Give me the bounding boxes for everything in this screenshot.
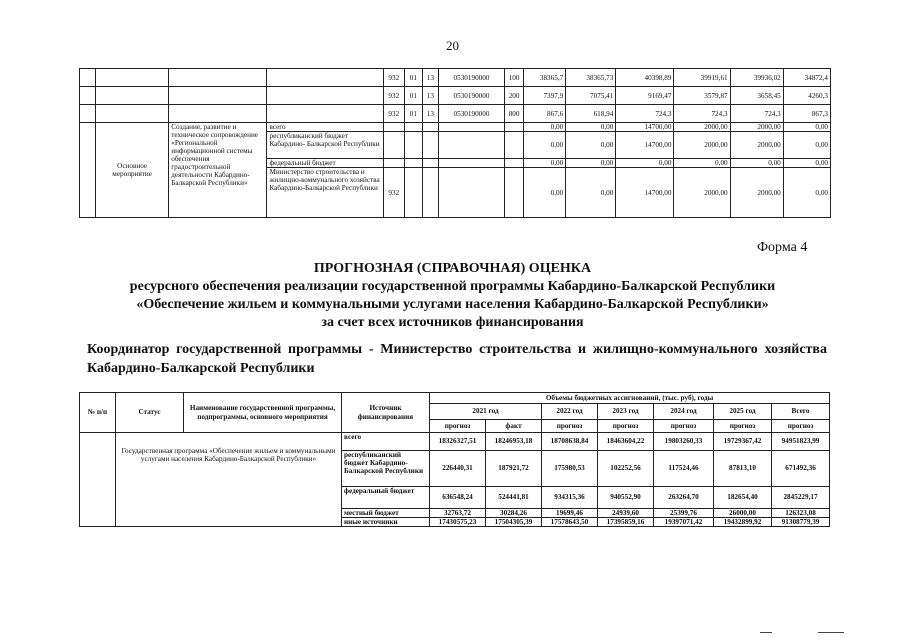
kind-header: прогноз bbox=[772, 420, 830, 433]
table-cell bbox=[80, 433, 116, 527]
value-cell: 187921,72 bbox=[486, 451, 542, 487]
code-cell: 0530190000 bbox=[438, 105, 504, 123]
status-cell: Основное мероприятие bbox=[96, 123, 169, 218]
kind-header: прогноз bbox=[598, 420, 654, 433]
value-cell: 0,00 bbox=[730, 159, 783, 168]
heading-line4: за счет всех источников финансирования bbox=[321, 315, 584, 330]
value-cell: 32763,72 bbox=[430, 509, 486, 518]
code-cell: 01 bbox=[404, 105, 422, 123]
source-cell: федеральный бюджет bbox=[267, 159, 383, 168]
table-cell bbox=[267, 69, 383, 87]
source-cell: федеральный бюджет bbox=[342, 487, 430, 509]
value-cell: 0,00 bbox=[783, 123, 830, 132]
value-cell: 0,00 bbox=[566, 132, 616, 159]
value-cell: 14700,00 bbox=[616, 132, 674, 159]
code-cell: 0530190000 bbox=[438, 69, 504, 87]
value-cell: 17578643,50 bbox=[542, 518, 598, 527]
heading-line2: ресурсного обеспечения реализации государственной программы Кабардино-Балкарской Республики bbox=[129, 279, 776, 294]
code-cell: 932 bbox=[383, 168, 404, 218]
value-cell: 175980,53 bbox=[542, 451, 598, 487]
value-cell: 940552,90 bbox=[598, 487, 654, 509]
value-cell: 91308779,39 bbox=[772, 518, 830, 527]
kind-header: факт bbox=[486, 420, 542, 433]
page-number: 20 bbox=[446, 38, 459, 53]
code-cell bbox=[404, 168, 422, 218]
value-cell: 19729367,42 bbox=[714, 433, 772, 451]
year-header: 2021 год bbox=[430, 404, 542, 420]
table-cell bbox=[267, 87, 383, 105]
value-cell: 2000,00 bbox=[674, 168, 730, 218]
code-cell: 932 bbox=[383, 87, 404, 105]
code-cell: 13 bbox=[422, 87, 438, 105]
code-cell bbox=[438, 168, 504, 218]
year-header: 2022 год bbox=[542, 404, 598, 420]
value-cell: 2000,00 bbox=[674, 123, 730, 132]
source-cell: Министерство строительства и жилищно-коммунального хозяйства Кабардино-Балкарской Республики bbox=[267, 168, 383, 218]
table-cell bbox=[96, 105, 169, 123]
code-cell: 932 bbox=[383, 105, 404, 123]
table-row bbox=[80, 69, 831, 87]
value-cell: 2000,00 bbox=[730, 132, 783, 159]
source-cell: всего bbox=[342, 433, 430, 451]
code-cell bbox=[438, 123, 504, 132]
value-cell: 2000,00 bbox=[674, 132, 730, 159]
value-cell: 18708638,84 bbox=[542, 433, 598, 451]
code-cell bbox=[404, 123, 422, 132]
header-status: Статус bbox=[116, 393, 184, 433]
table-cell bbox=[80, 87, 96, 105]
value-cell: 724,3 bbox=[730, 105, 783, 123]
value-cell: 2000,00 bbox=[730, 168, 783, 218]
header-volumes: Объемы бюджетных ассигнований, (тыс. руб), годы bbox=[430, 393, 830, 404]
value-cell: 867,3 bbox=[783, 105, 830, 123]
value-cell: 636548,24 bbox=[430, 487, 486, 509]
code-cell bbox=[422, 159, 438, 168]
value-cell: 17504305,39 bbox=[486, 518, 542, 527]
source-cell: республиканский бюджет Кабардино-Балкарской Республики bbox=[342, 451, 430, 487]
code-cell bbox=[505, 159, 524, 168]
year-header: 2023 год bbox=[598, 404, 654, 420]
header-name: Наименование государственной программы, подпрограммы, основного мероприятия bbox=[184, 393, 342, 433]
value-cell: 14700,00 bbox=[616, 123, 674, 132]
footer-mark bbox=[818, 632, 844, 633]
value-cell: 34872,4 bbox=[783, 69, 830, 87]
value-cell: 19397071,42 bbox=[654, 518, 714, 527]
table-row bbox=[80, 433, 830, 451]
value-cell: 30284,26 bbox=[486, 509, 542, 518]
value-cell: 182654,40 bbox=[714, 487, 772, 509]
coordinator-text: Координатор государственной программы - Министерство строительства и жилищно-коммунального хозяйства Кабардино-Балкарской Республики bbox=[87, 342, 827, 376]
heading-line3: «Обеспечение жильем и коммунальными услугами населения Кабардино-Балкарской Республики» bbox=[136, 297, 769, 312]
value-cell: 2000,00 bbox=[730, 123, 783, 132]
code-cell: 100 bbox=[505, 69, 524, 87]
code-cell: 800 bbox=[505, 105, 524, 123]
value-cell: 724,3 bbox=[616, 105, 674, 123]
value-cell: 3658,45 bbox=[730, 87, 783, 105]
value-cell: 17395859,16 bbox=[598, 518, 654, 527]
value-cell: 9169,47 bbox=[616, 87, 674, 105]
value-cell: 0,00 bbox=[566, 123, 616, 132]
source-cell: республиканский бюджет Кабардино- Балкарской Республики bbox=[267, 132, 383, 159]
code-cell bbox=[505, 168, 524, 218]
value-cell: 18246953,18 bbox=[486, 433, 542, 451]
value-cell: 39919,61 bbox=[674, 69, 730, 87]
value-cell: 39936,02 bbox=[730, 69, 783, 87]
value-cell: 0,00 bbox=[783, 132, 830, 159]
value-cell: 19699,46 bbox=[542, 509, 598, 518]
value-cell: 87813,10 bbox=[714, 451, 772, 487]
value-cell: 0,00 bbox=[524, 159, 566, 168]
value-cell: 0,00 bbox=[524, 168, 566, 218]
table-cell bbox=[80, 105, 96, 123]
value-cell: 18326327,51 bbox=[430, 433, 486, 451]
value-cell: 18463604,22 bbox=[598, 433, 654, 451]
value-cell: 14700,00 bbox=[616, 168, 674, 218]
value-cell: 934315,36 bbox=[542, 487, 598, 509]
value-cell: 724,3 bbox=[674, 105, 730, 123]
code-cell: 0530190000 bbox=[438, 87, 504, 105]
code-cell: 932 bbox=[383, 69, 404, 87]
value-cell: 26000,00 bbox=[714, 509, 772, 518]
value-cell: 0,00 bbox=[566, 159, 616, 168]
code-cell bbox=[505, 132, 524, 159]
value-cell: 38365,73 bbox=[566, 69, 616, 87]
code-cell bbox=[422, 123, 438, 132]
value-cell: 4260,3 bbox=[783, 87, 830, 105]
header-num: № п/п bbox=[80, 393, 116, 433]
upper-table bbox=[79, 68, 831, 218]
value-cell: 0,00 bbox=[616, 159, 674, 168]
value-cell: 117524,46 bbox=[654, 451, 714, 487]
value-cell: 126323,08 bbox=[772, 509, 830, 518]
code-cell bbox=[383, 132, 404, 159]
value-cell: 19803260,33 bbox=[654, 433, 714, 451]
value-cell: 38365,7 bbox=[524, 69, 566, 87]
value-cell: 226440,31 bbox=[430, 451, 486, 487]
code-cell bbox=[438, 132, 504, 159]
table-cell bbox=[96, 69, 169, 87]
table-cell bbox=[169, 69, 267, 87]
value-cell: 524441,81 bbox=[486, 487, 542, 509]
value-cell: 0,00 bbox=[783, 159, 830, 168]
kind-header: прогноз bbox=[542, 420, 598, 433]
source-cell: местный бюджет bbox=[342, 509, 430, 518]
source-cell: всего bbox=[267, 123, 383, 132]
year-header: 2024 год bbox=[654, 404, 714, 420]
value-cell: 40398,89 bbox=[616, 69, 674, 87]
table-cell bbox=[267, 105, 383, 123]
year-header: Всего bbox=[772, 404, 830, 420]
value-cell: 7397,9 bbox=[524, 87, 566, 105]
value-cell: 102252,56 bbox=[598, 451, 654, 487]
value-cell: 0,00 bbox=[524, 132, 566, 159]
source-cell: иные источники bbox=[342, 518, 430, 527]
code-cell: 01 bbox=[404, 69, 422, 87]
value-cell: 263264,70 bbox=[654, 487, 714, 509]
value-cell: 0,00 bbox=[674, 159, 730, 168]
kind-header: прогноз bbox=[714, 420, 772, 433]
code-cell: 13 bbox=[422, 105, 438, 123]
footer-mark bbox=[760, 632, 772, 633]
code-cell: 200 bbox=[505, 87, 524, 105]
table-row bbox=[80, 123, 831, 132]
table-cell bbox=[96, 87, 169, 105]
value-cell: 7075,41 bbox=[566, 87, 616, 105]
value-cell: 94951823,99 bbox=[772, 433, 830, 451]
table-row bbox=[80, 105, 831, 123]
program-name-cell: Государственная программа «Обеспечение жильем и коммунальными услугами населения Кабардино-Балкарской Республики» bbox=[116, 433, 342, 527]
code-cell: 13 bbox=[422, 69, 438, 87]
form4-table bbox=[79, 392, 830, 527]
value-cell: 867,6 bbox=[524, 105, 566, 123]
value-cell: 618,94 bbox=[566, 105, 616, 123]
code-cell bbox=[438, 159, 504, 168]
kind-header: прогноз bbox=[654, 420, 714, 433]
value-cell: 671492,36 bbox=[772, 451, 830, 487]
measure-name-cell: Создание, развитие и техническое сопровождение «Региональной информационной системы обеспечения градостроительной деятельности Кабардино-Балкарской Республики» bbox=[169, 123, 267, 218]
table-cell bbox=[169, 87, 267, 105]
code-cell bbox=[422, 132, 438, 159]
value-cell: 17430575,23 bbox=[430, 518, 486, 527]
code-cell bbox=[404, 159, 422, 168]
code-cell: 01 bbox=[404, 87, 422, 105]
value-cell: 3579,87 bbox=[674, 87, 730, 105]
code-cell bbox=[383, 123, 404, 132]
code-cell bbox=[404, 132, 422, 159]
table-cell bbox=[169, 105, 267, 123]
kind-header: прогноз bbox=[430, 420, 486, 433]
table-cell bbox=[80, 123, 96, 218]
year-header: 2025 год bbox=[714, 404, 772, 420]
heading-title: ПРОГНОЗНАЯ (СПРАВОЧНАЯ) ОЦЕНКА bbox=[313, 261, 592, 276]
value-cell: 0,00 bbox=[524, 123, 566, 132]
value-cell: 24939,60 bbox=[598, 509, 654, 518]
value-cell: 2845229,17 bbox=[772, 487, 830, 509]
form-number: Форма 4 bbox=[757, 240, 808, 255]
table-cell bbox=[80, 69, 96, 87]
code-cell bbox=[422, 168, 438, 218]
code-cell bbox=[383, 159, 404, 168]
value-cell: 0,00 bbox=[566, 168, 616, 218]
value-cell: 25399,76 bbox=[654, 509, 714, 518]
table-row bbox=[80, 87, 831, 105]
code-cell bbox=[505, 123, 524, 132]
header-source: Источник финансирования bbox=[342, 393, 430, 433]
value-cell: 0,00 bbox=[783, 168, 830, 218]
value-cell: 19432899,92 bbox=[714, 518, 772, 527]
